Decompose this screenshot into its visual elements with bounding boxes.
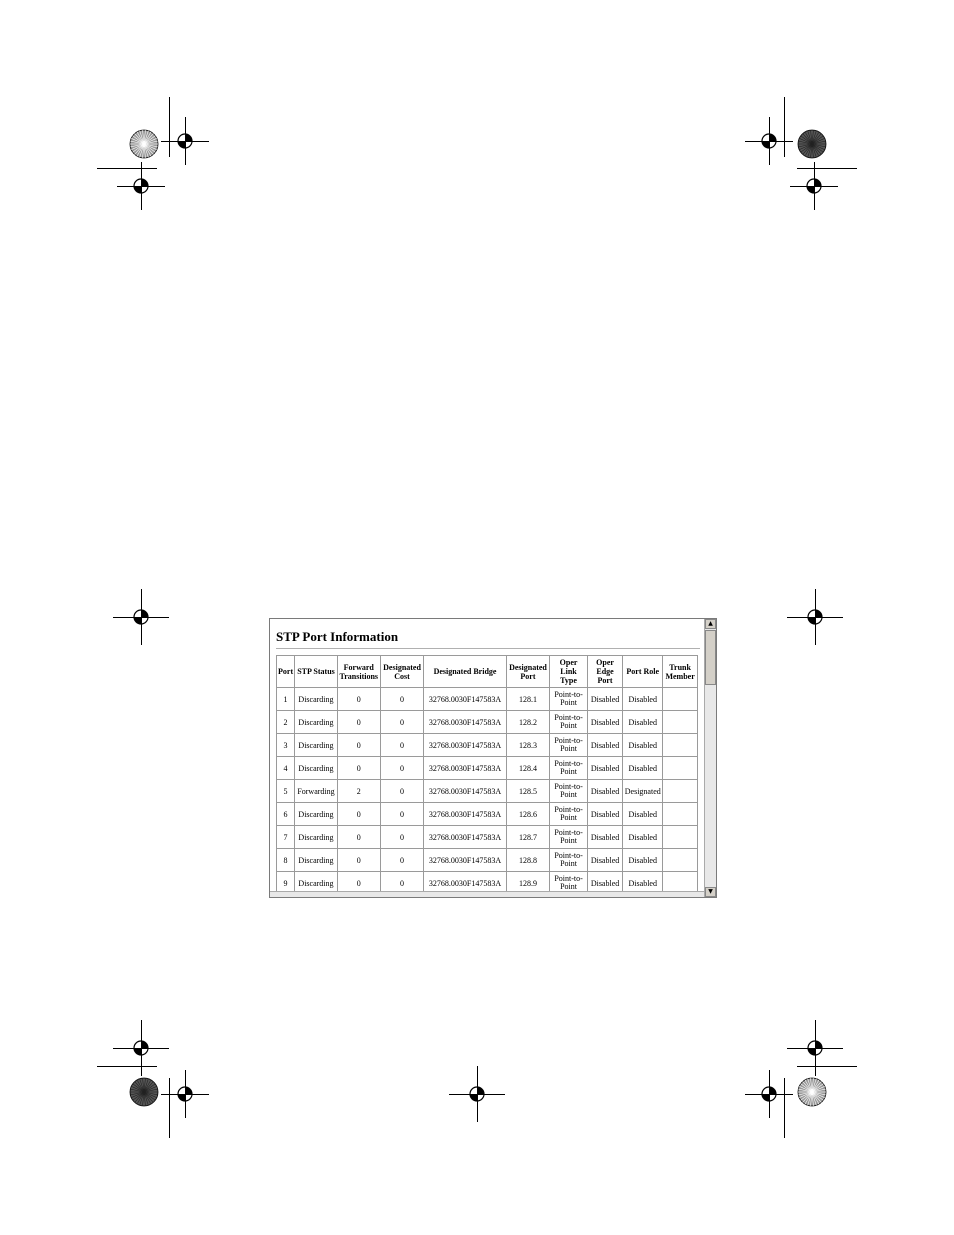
table-cell: Disabled xyxy=(623,734,663,757)
column-header: Forward Transitions xyxy=(337,656,380,688)
table-cell: 0 xyxy=(380,757,424,780)
table-cell xyxy=(663,849,698,872)
table-cell xyxy=(663,803,698,826)
stp-port-information-window xyxy=(269,618,717,898)
table-cell: 0 xyxy=(337,826,380,849)
table-cell: 0 xyxy=(337,849,380,872)
table-cell xyxy=(663,780,698,803)
column-header: STP Status xyxy=(295,656,338,688)
table-cell: 32768.0030F147583A xyxy=(424,688,506,711)
table-cell: 32768.0030F147583A xyxy=(424,780,506,803)
table-cell: 0 xyxy=(380,826,424,849)
table-cell: 9 xyxy=(277,872,295,893)
table-cell: 128.1 xyxy=(506,688,550,711)
table-row xyxy=(277,780,698,803)
column-header: Oper Edge Port xyxy=(587,656,623,688)
table-cell: Discarding xyxy=(295,688,338,711)
color-rosette-icon xyxy=(129,129,159,159)
table-cell: 7 xyxy=(277,826,295,849)
table-body xyxy=(277,688,698,893)
registration-target-icon xyxy=(131,1038,151,1058)
table-cell: Disabled xyxy=(587,711,623,734)
vertical-scrollbar[interactable] xyxy=(704,619,716,897)
column-header: Designated Cost xyxy=(380,656,424,688)
table-cell: 128.5 xyxy=(506,780,550,803)
table-cell: Disabled xyxy=(623,849,663,872)
table-cell: Disabled xyxy=(587,803,623,826)
table-cell: Disabled xyxy=(623,757,663,780)
table-cell: Disabled xyxy=(623,826,663,849)
table-row xyxy=(277,688,698,711)
table-cell: Designated xyxy=(623,780,663,803)
table-cell xyxy=(663,734,698,757)
table-cell: 32768.0030F147583A xyxy=(424,734,506,757)
table-cell: 32768.0030F147583A xyxy=(424,711,506,734)
table-cell: Point-to-Point xyxy=(550,780,587,803)
registration-target-icon xyxy=(131,607,151,627)
scroll-up-icon[interactable]: ▲ xyxy=(705,619,716,629)
table-cell: 32768.0030F147583A xyxy=(424,757,506,780)
table-cell: 0 xyxy=(380,711,424,734)
table-cell: Disabled xyxy=(623,872,663,893)
color-rosette-icon xyxy=(797,1077,827,1107)
crop-line xyxy=(97,168,157,169)
table-cell: Forwarding xyxy=(295,780,338,803)
table-cell xyxy=(663,826,698,849)
crop-line xyxy=(169,1078,170,1138)
table-cell: 1 xyxy=(277,688,295,711)
crop-line xyxy=(784,97,785,157)
color-rosette-icon xyxy=(797,129,827,159)
registration-target-icon xyxy=(759,131,779,151)
table-header-row xyxy=(277,656,698,688)
table-row xyxy=(277,826,698,849)
registration-target-icon xyxy=(805,1038,825,1058)
table-cell: 0 xyxy=(380,734,424,757)
crop-line xyxy=(784,1078,785,1138)
table-cell: 3 xyxy=(277,734,295,757)
table-cell: Discarding xyxy=(295,734,338,757)
table-row xyxy=(277,872,698,893)
table-cell xyxy=(663,711,698,734)
table-cell: 32768.0030F147583A xyxy=(424,803,506,826)
table-cell xyxy=(663,757,698,780)
table-cell: 0 xyxy=(337,734,380,757)
column-header: Trunk Member xyxy=(663,656,698,688)
table-cell: Point-to-Point xyxy=(550,872,587,893)
table-cell: Discarding xyxy=(295,849,338,872)
table-cell: Point-to-Point xyxy=(550,757,587,780)
table-cell: 5 xyxy=(277,780,295,803)
table-row xyxy=(277,849,698,872)
table-cell: 0 xyxy=(337,872,380,893)
horizontal-scrollbar[interactable] xyxy=(270,891,704,897)
crop-line xyxy=(169,97,170,157)
registration-target-icon xyxy=(467,1084,487,1104)
table-cell: 128.4 xyxy=(506,757,550,780)
table-cell: Disabled xyxy=(623,688,663,711)
table-cell: Discarding xyxy=(295,803,338,826)
table-cell: Disabled xyxy=(623,711,663,734)
table-cell: 0 xyxy=(380,872,424,893)
table-cell: 0 xyxy=(337,757,380,780)
table-row xyxy=(277,734,698,757)
scroll-down-icon[interactable]: ▼ xyxy=(705,887,716,897)
crop-line xyxy=(797,168,857,169)
table-cell: Disabled xyxy=(587,780,623,803)
table-cell: 0 xyxy=(380,688,424,711)
table-cell: 32768.0030F147583A xyxy=(424,849,506,872)
stp-port-table xyxy=(276,655,698,892)
table-cell: 0 xyxy=(380,849,424,872)
table-cell: Point-to-Point xyxy=(550,826,587,849)
table-cell: 128.9 xyxy=(506,872,550,893)
table-cell: Point-to-Point xyxy=(550,803,587,826)
table-cell: 128.7 xyxy=(506,826,550,849)
table-cell: 128.8 xyxy=(506,849,550,872)
table-cell: Point-to-Point xyxy=(550,711,587,734)
table-cell: 2 xyxy=(277,711,295,734)
table-cell: Point-to-Point xyxy=(550,688,587,711)
table-row xyxy=(277,803,698,826)
table-cell: 8 xyxy=(277,849,295,872)
table-cell: 0 xyxy=(337,803,380,826)
table-cell: 2 xyxy=(337,780,380,803)
table-cell: Discarding xyxy=(295,872,338,893)
table-cell: 32768.0030F147583A xyxy=(424,872,506,893)
registration-target-icon xyxy=(804,176,824,196)
crop-line xyxy=(797,1066,857,1067)
table-cell: Disabled xyxy=(587,849,623,872)
column-header: Designated Bridge xyxy=(424,656,506,688)
table-cell: 128.3 xyxy=(506,734,550,757)
registration-target-icon xyxy=(805,607,825,627)
table-cell xyxy=(663,872,698,893)
column-header: Port xyxy=(277,656,295,688)
column-header: Port Role xyxy=(623,656,663,688)
table-cell: 0 xyxy=(380,803,424,826)
table-cell: 6 xyxy=(277,803,295,826)
table-cell: Disabled xyxy=(587,734,623,757)
table-cell: 128.2 xyxy=(506,711,550,734)
table-cell: 128.6 xyxy=(506,803,550,826)
table-cell: Point-to-Point xyxy=(550,734,587,757)
page-title: STP Port Information xyxy=(276,629,700,649)
registration-target-icon xyxy=(131,176,151,196)
table-cell: 0 xyxy=(337,711,380,734)
table-cell: Discarding xyxy=(295,826,338,849)
table-cell xyxy=(663,688,698,711)
table-cell: Disabled xyxy=(587,688,623,711)
table-cell: 0 xyxy=(380,780,424,803)
registration-target-icon xyxy=(175,1084,195,1104)
table-cell: Disabled xyxy=(587,757,623,780)
crop-line xyxy=(97,1066,157,1067)
table-cell: 0 xyxy=(337,688,380,711)
scroll-thumb[interactable] xyxy=(705,630,716,685)
color-rosette-icon xyxy=(129,1077,159,1107)
table-cell: 32768.0030F147583A xyxy=(424,826,506,849)
table-cell: Discarding xyxy=(295,757,338,780)
table-row xyxy=(277,757,698,780)
column-header: Oper Link Type xyxy=(550,656,587,688)
table-row xyxy=(277,711,698,734)
content-area xyxy=(270,619,704,892)
registration-target-icon xyxy=(759,1084,779,1104)
table-cell: Disabled xyxy=(587,826,623,849)
column-header: Designated Port xyxy=(506,656,550,688)
table-cell: Point-to-Point xyxy=(550,849,587,872)
registration-target-icon xyxy=(175,131,195,151)
table-cell: Discarding xyxy=(295,711,338,734)
table-cell: Disabled xyxy=(623,803,663,826)
table-cell: 4 xyxy=(277,757,295,780)
table-cell: Disabled xyxy=(587,872,623,893)
